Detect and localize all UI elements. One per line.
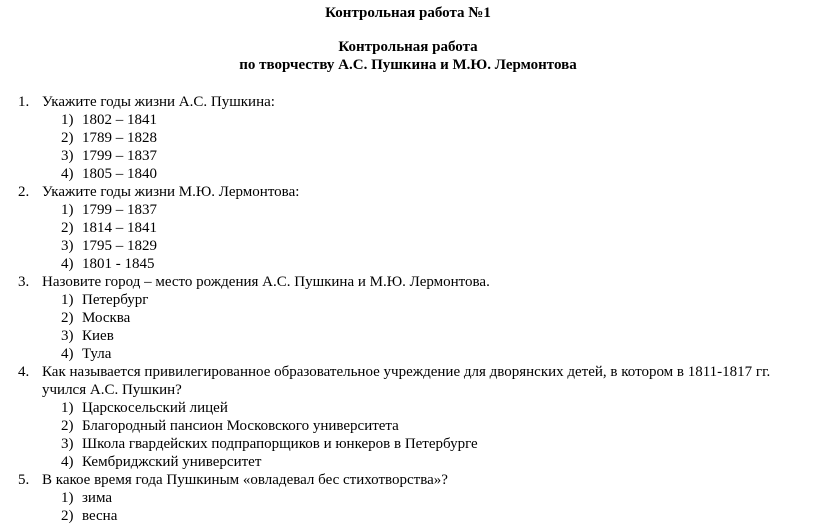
option-text: 1801 - 1845 xyxy=(82,256,155,272)
answer-option xyxy=(61,255,155,273)
answer-option xyxy=(61,345,111,363)
option-number: 4) xyxy=(61,166,74,182)
option-text: Школа гвардейских подпрапорщиков и юнкеров в Петербурге xyxy=(82,436,478,452)
answer-option xyxy=(61,507,117,525)
option-text: 1795 – 1829 xyxy=(82,238,157,254)
option-text: Москва xyxy=(82,310,131,326)
question-3 xyxy=(18,273,490,291)
answer-option xyxy=(61,417,399,435)
option-number: 2) xyxy=(61,310,74,326)
question-text: Укажите годы жизни А.С. Пушкина: xyxy=(42,94,275,110)
answer-option xyxy=(61,147,157,165)
document-subtitle: Контрольная работа xyxy=(338,39,478,55)
option-number: 3) xyxy=(61,148,74,164)
answer-option xyxy=(61,237,157,255)
answer-option xyxy=(61,399,228,417)
option-text: 1799 – 1837 xyxy=(82,148,157,164)
option-text: Петербург xyxy=(82,292,149,308)
option-number: 4) xyxy=(61,346,74,362)
question-number: 4. xyxy=(18,364,30,380)
option-number: 4) xyxy=(61,454,74,470)
question-number: 1. xyxy=(18,94,30,110)
question-number: 5. xyxy=(18,472,30,488)
option-text: 1802 – 1841 xyxy=(82,112,157,128)
answer-option xyxy=(61,489,112,507)
answer-option xyxy=(61,111,157,129)
option-text: 1805 – 1840 xyxy=(82,166,157,182)
option-number: 3) xyxy=(61,436,74,452)
answer-option xyxy=(61,291,148,309)
document-subtitle-topic: по творчеству А.С. Пушкина и М.Ю. Лермонтова xyxy=(239,57,577,73)
answer-option xyxy=(61,201,157,219)
option-number: 1) xyxy=(61,490,74,506)
option-number: 1) xyxy=(61,202,74,218)
answer-option xyxy=(61,453,261,471)
option-text: Благородный пансион Московского университета xyxy=(82,418,399,434)
option-number: 1) xyxy=(61,292,74,308)
answer-option xyxy=(61,129,157,147)
answer-option xyxy=(61,435,478,453)
option-text: Тула xyxy=(82,346,112,362)
option-text: Кембриджский университет xyxy=(82,454,262,470)
option-text: Царскосельский лицей xyxy=(82,400,228,416)
question-number: 3. xyxy=(18,274,30,290)
option-number: 2) xyxy=(61,508,74,524)
question-text-continuation: учился А.С. Пушкин? xyxy=(42,382,182,398)
answer-option xyxy=(61,327,114,345)
option-number: 1) xyxy=(61,400,74,416)
answer-option xyxy=(61,165,157,183)
option-number: 2) xyxy=(61,130,74,146)
option-number: 3) xyxy=(61,238,74,254)
question-4 xyxy=(18,363,770,381)
question-text: Назовите город – место рождения А.С. Пушкина и М.Ю. Лермонтова. xyxy=(42,274,490,290)
answer-option xyxy=(61,219,157,237)
question-number: 2. xyxy=(18,184,30,200)
question-2 xyxy=(18,183,299,201)
question-5 xyxy=(18,471,448,489)
question-text: Как называется привилегированное образовательное учреждение для дворянских детей, в котором в 1811-1817 гг. xyxy=(42,364,771,380)
option-text: 1799 – 1837 xyxy=(82,202,157,218)
option-number: 2) xyxy=(61,418,74,434)
document-title: Контрольная работа №1 xyxy=(325,5,491,21)
question-text: В какое время года Пушкиным «овладевал бес стихотворства»? xyxy=(42,472,448,488)
option-number: 1) xyxy=(61,112,74,128)
option-text: Киев xyxy=(82,328,114,344)
option-text: зима xyxy=(82,490,112,506)
option-number: 3) xyxy=(61,328,74,344)
question-1 xyxy=(18,93,275,111)
option-number: 2) xyxy=(61,220,74,236)
option-text: 1789 – 1828 xyxy=(82,130,157,146)
answer-option xyxy=(61,309,130,327)
option-text: весна xyxy=(82,508,118,524)
question-text: Укажите годы жизни М.Ю. Лермонтова: xyxy=(42,184,300,200)
option-number: 4) xyxy=(61,256,74,272)
option-text: 1814 – 1841 xyxy=(82,220,157,236)
